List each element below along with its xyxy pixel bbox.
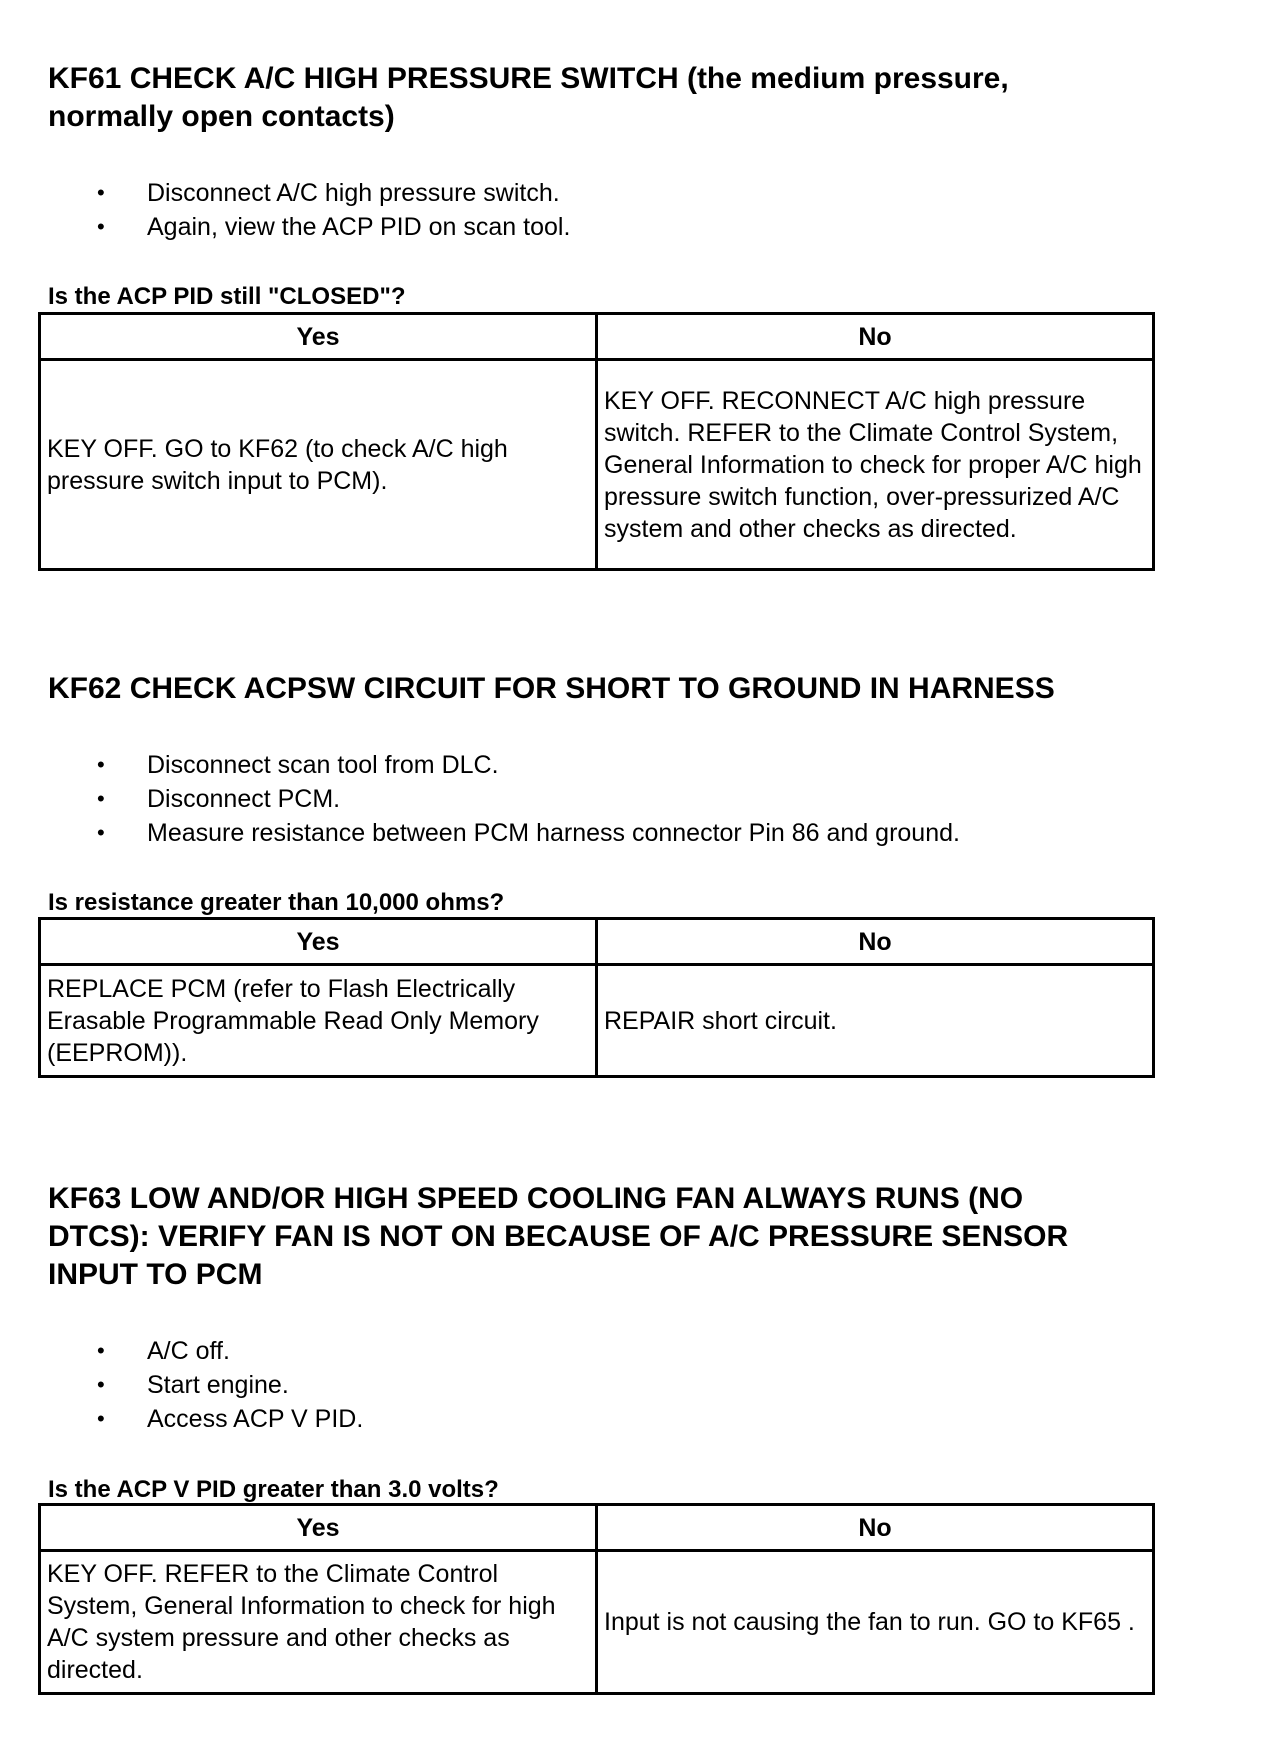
bullet-icon: • xyxy=(97,786,105,811)
kf63-question: Is the ACP V PID greater than 3.0 volts? xyxy=(48,1476,499,1503)
kf61-decision-table xyxy=(38,312,1155,571)
list-item: • Measure resistance between PCM harness connector Pin 86 and ground. xyxy=(50,816,960,850)
kf62-title-line1: KF62 CHECK ACPSW CIRCUIT FOR SHORT TO GROUND IN HARNESS xyxy=(48,672,1055,705)
list-item: • Start engine. xyxy=(50,1368,363,1402)
bullet-icon: • xyxy=(97,820,105,845)
kf61-title-line2: normally open contacts) xyxy=(48,100,395,133)
bullet-icon: • xyxy=(97,214,105,239)
kf63-steps xyxy=(50,1334,363,1436)
list-item: • Disconnect scan tool from DLC. xyxy=(50,748,960,782)
bullet-icon: • xyxy=(97,752,105,777)
kf61-question: Is the ACP PID still "CLOSED"? xyxy=(48,283,406,310)
list-item: • A/C off. xyxy=(50,1334,363,1368)
kf62-steps xyxy=(50,748,960,850)
list-item: • Disconnect A/C high pressure switch. xyxy=(50,176,570,210)
no-cell: Input is not causing the fan to run. GO to KF65 . xyxy=(597,1551,1154,1694)
no-header: No xyxy=(597,1505,1154,1551)
kf62-question: Is resistance greater than 10,000 ohms? xyxy=(48,889,505,916)
kf63-title-line1: KF63 LOW AND/OR HIGH SPEED COOLING FAN ALWAYS RUNS (NO xyxy=(48,1182,1024,1215)
kf62-decision-table xyxy=(38,917,1155,1078)
kf63-decision-table xyxy=(38,1503,1155,1695)
list-item: • Disconnect PCM. xyxy=(50,782,960,816)
list-item: • Access ACP V PID. xyxy=(50,1402,363,1436)
kf61-title-line1: KF61 CHECK A/C HIGH PRESSURE SWITCH (the medium pressure, xyxy=(48,62,1009,95)
no-cell: KEY OFF. RECONNECT A/C high pressure switch. REFER to the Climate Control System, General Information to check for proper A/C high pressure switch function, over-pressurized A/C system and other checks as directed. xyxy=(597,360,1154,570)
no-cell: REPAIR short circuit. xyxy=(597,965,1154,1077)
bullet-icon: • xyxy=(97,1372,105,1397)
kf63-title xyxy=(48,1180,1248,1294)
bullet-icon: • xyxy=(97,180,105,205)
kf62-title xyxy=(48,670,1228,708)
no-header: No xyxy=(597,314,1154,360)
yes-header: Yes xyxy=(40,1505,597,1551)
kf61-title xyxy=(48,60,1228,136)
yes-cell: KEY OFF. REFER to the Climate Control System, General Information to check for high A/C system pressure and other checks as directed. xyxy=(40,1551,597,1694)
no-header: No xyxy=(597,919,1154,965)
yes-header: Yes xyxy=(40,919,597,965)
yes-cell: KEY OFF. GO to KF62 (to check A/C high pressure switch input to PCM). xyxy=(40,360,597,570)
kf63-title-line2: DTCS): VERIFY FAN IS NOT ON BECAUSE OF A/C PRESSURE SENSOR xyxy=(48,1220,1069,1253)
yes-header: Yes xyxy=(40,314,597,360)
bullet-icon: • xyxy=(97,1406,105,1431)
list-item: • Again, view the ACP PID on scan tool. xyxy=(50,210,570,244)
kf61-steps xyxy=(50,176,570,244)
bullet-icon: • xyxy=(97,1338,105,1363)
yes-cell: REPLACE PCM (refer to Flash Electrically Erasable Programmable Read Only Memory (EEPROM)). xyxy=(40,965,597,1077)
kf63-title-line3: INPUT TO PCM xyxy=(48,1258,263,1291)
